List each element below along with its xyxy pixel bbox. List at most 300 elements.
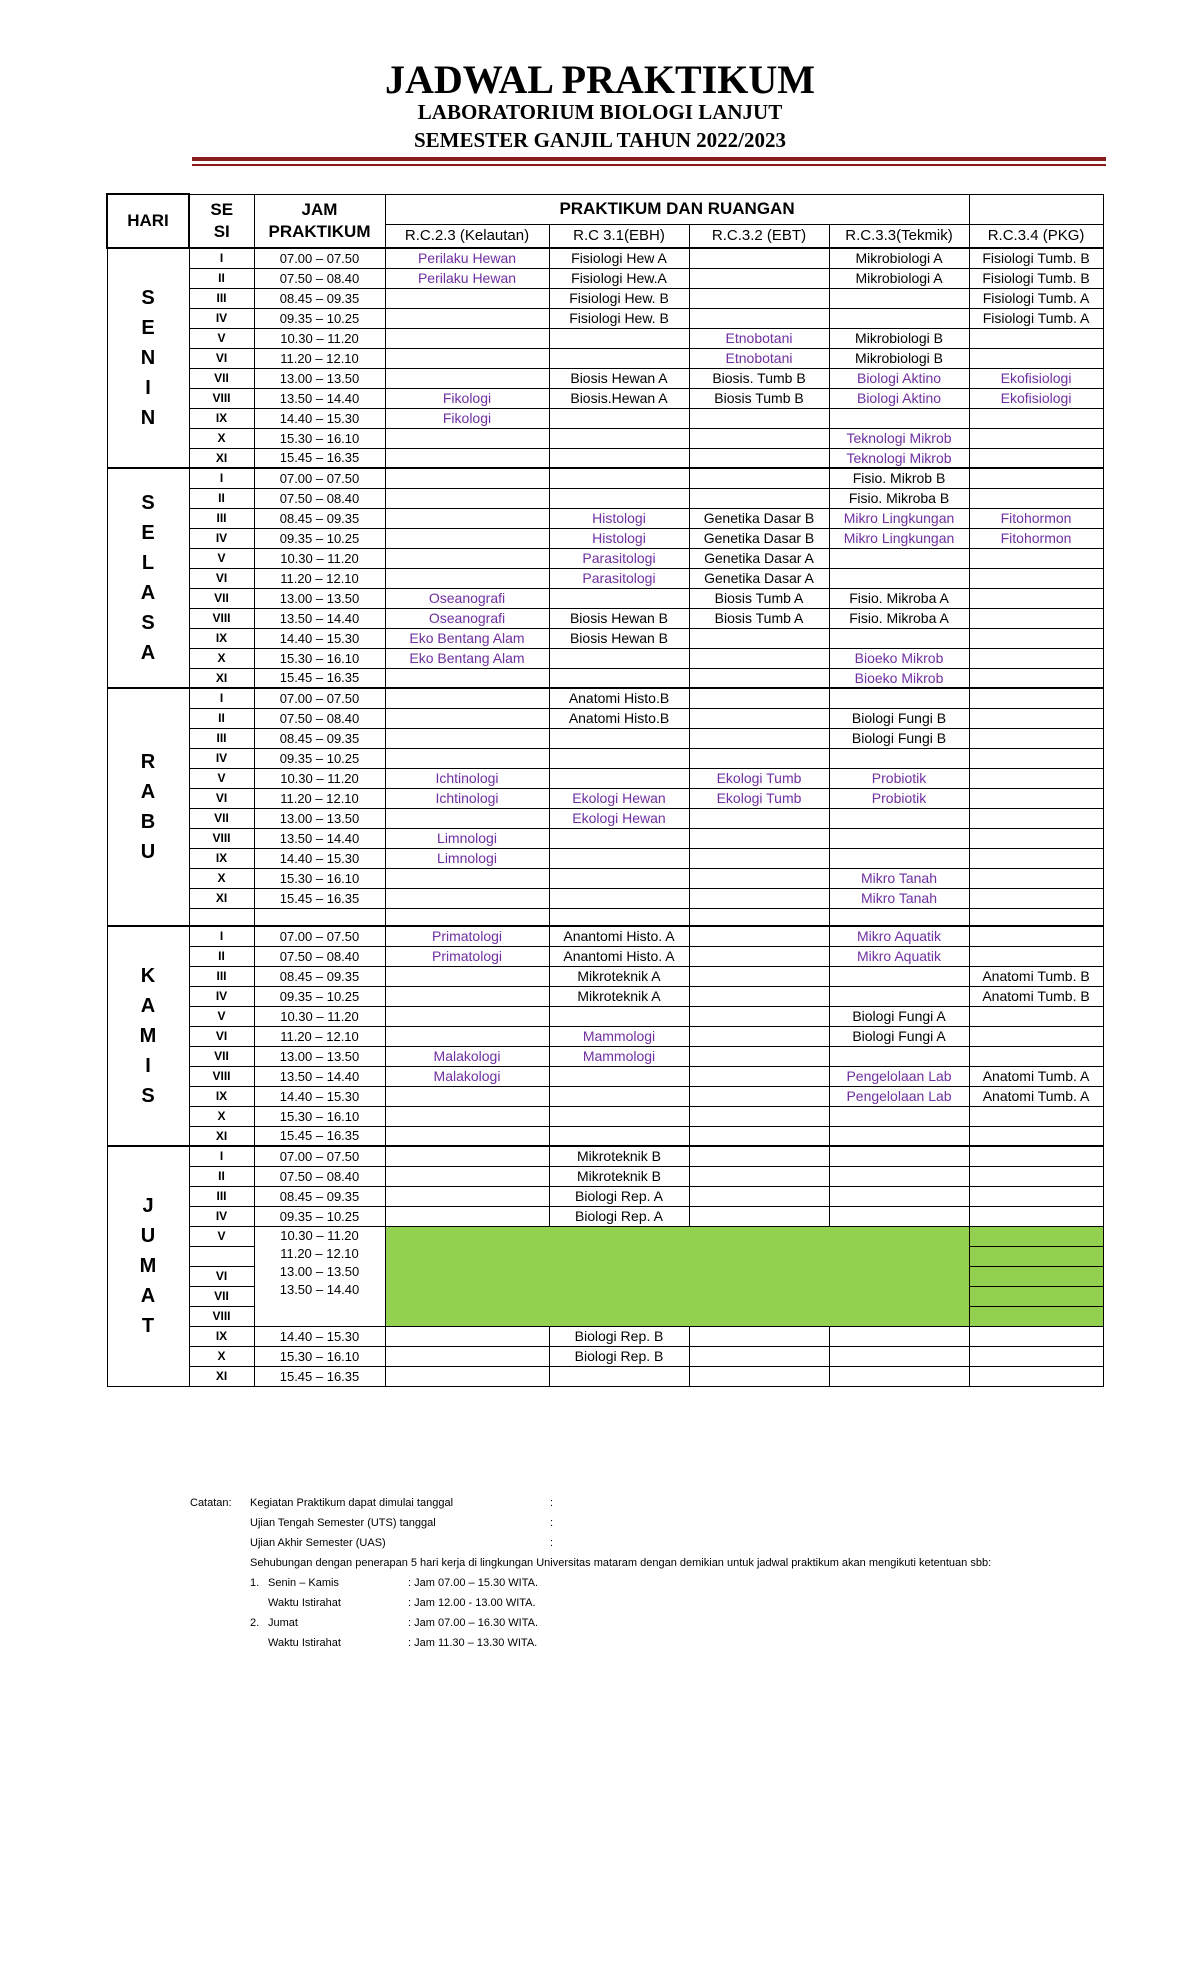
schedule-cell bbox=[689, 428, 829, 448]
schedule-cell bbox=[689, 1206, 829, 1226]
schedule-cell bbox=[549, 748, 689, 768]
schedule-cell bbox=[385, 488, 549, 508]
jam-cell: 11.20 – 12.10 bbox=[254, 788, 385, 808]
schedule-cell bbox=[969, 588, 1103, 608]
schedule-cell: Mikrobiologi A bbox=[829, 248, 969, 268]
schedule-cell bbox=[829, 628, 969, 648]
sesi-cell: IX bbox=[189, 1086, 254, 1106]
note-rule bbox=[190, 1593, 991, 1613]
schedule-cell bbox=[385, 986, 549, 1006]
schedule-cell bbox=[829, 908, 969, 926]
schedule-cell bbox=[829, 1346, 969, 1366]
schedule-cell: Fisiologi Hew. B bbox=[549, 288, 689, 308]
schedule-cell bbox=[969, 408, 1103, 428]
schedule-cell bbox=[689, 1066, 829, 1086]
schedule-table bbox=[106, 193, 1104, 1387]
sesi-cell: IV bbox=[189, 986, 254, 1006]
sesi-cell: VII bbox=[189, 1046, 254, 1066]
jam-cell: 13.50 – 14.40 bbox=[254, 608, 385, 628]
schedule-cell bbox=[969, 548, 1103, 568]
note-value: : bbox=[550, 1497, 554, 1509]
schedule-cell bbox=[385, 1026, 549, 1046]
schedule-cell: Biologi Fungi B bbox=[829, 708, 969, 728]
table-row bbox=[107, 628, 1103, 648]
schedule-cell bbox=[385, 1086, 549, 1106]
schedule-cell: Mikro Lingkungan bbox=[829, 508, 969, 528]
schedule-cell bbox=[969, 348, 1103, 368]
jam-cell: 13.00 – 13.50 bbox=[254, 368, 385, 388]
sesi-cell: I bbox=[189, 688, 254, 708]
sesi-cell: V bbox=[189, 548, 254, 568]
schedule-cell: Biosis Tumb A bbox=[689, 608, 829, 628]
schedule-cell bbox=[385, 1206, 549, 1226]
jam-cell: 09.35 – 10.25 bbox=[254, 986, 385, 1006]
day-letter: A bbox=[140, 1285, 156, 1308]
schedule-cell: Biosis. Tumb B bbox=[689, 368, 829, 388]
jam-cell: 07.00 – 07.50 bbox=[254, 1146, 385, 1166]
note-rule bbox=[190, 1633, 991, 1653]
schedule-cell: Mikro Tanah bbox=[829, 868, 969, 888]
jam-cell: 14.40 – 15.30 bbox=[254, 628, 385, 648]
schedule-cell: Biologi Rep. A bbox=[549, 1206, 689, 1226]
table-row bbox=[107, 828, 1103, 848]
schedule-cell: Etnobotani bbox=[689, 348, 829, 368]
note-label: Kegiatan Praktikum dapat dimulai tanggal bbox=[250, 1497, 454, 1509]
schedule-cell: Ekologi Tumb bbox=[689, 768, 829, 788]
sesi-cell: II bbox=[189, 708, 254, 728]
schedule-cell: Biosis Hewan B bbox=[549, 628, 689, 648]
page-subtitle-semester: SEMESTER GANJIL TAHUN 2022/2023 bbox=[413, 128, 787, 152]
jam-line: 13.50 – 14.40 bbox=[279, 1281, 360, 1297]
table-row bbox=[107, 508, 1103, 528]
schedule-cell bbox=[549, 1066, 689, 1086]
header-hari: HARI bbox=[107, 194, 189, 248]
table-row bbox=[107, 1086, 1103, 1106]
schedule-cell bbox=[689, 986, 829, 1006]
schedule-cell bbox=[549, 868, 689, 888]
table-row bbox=[107, 408, 1103, 428]
table-row bbox=[107, 488, 1103, 508]
schedule-cell: Malakologi bbox=[385, 1066, 549, 1086]
jam-cell: 13.00 – 13.50 bbox=[254, 808, 385, 828]
table-row bbox=[107, 808, 1103, 828]
schedule-cell bbox=[689, 1346, 829, 1366]
schedule-cell bbox=[549, 348, 689, 368]
schedule-cell bbox=[689, 628, 829, 648]
note-rule-num bbox=[250, 1593, 268, 1613]
schedule-body bbox=[107, 248, 1103, 1386]
schedule-cell: Anatomi Histo.B bbox=[549, 688, 689, 708]
note-sentence: Sehubungan dengan penerapan 5 hari kerja di lingkungan Universitas mataram dengan demikian untuk jadwal praktikum akan mengikuti ketentuan sbb: bbox=[250, 1557, 992, 1569]
sesi-cell: IV bbox=[189, 1206, 254, 1226]
schedule-cell bbox=[689, 1086, 829, 1106]
schedule-cell: Oseanografi bbox=[385, 608, 549, 628]
sesi-cell: IX bbox=[189, 848, 254, 868]
schedule-cell: Bioeko Mikrob bbox=[829, 668, 969, 688]
schedule-cell: Biologi Aktino bbox=[829, 368, 969, 388]
sesi-cell: X bbox=[189, 1346, 254, 1366]
sesi-cell: IV bbox=[189, 308, 254, 328]
day-letter: M bbox=[139, 1025, 157, 1047]
table-row bbox=[107, 1066, 1103, 1086]
schedule-cell bbox=[385, 1186, 549, 1206]
schedule-cell: Biologi Fungi A bbox=[829, 1006, 969, 1026]
schedule-cell bbox=[829, 1166, 969, 1186]
schedule-cell: Eko Bentang Alam bbox=[385, 648, 549, 668]
schedule-cell: Ichtinologi bbox=[385, 768, 549, 788]
table-row bbox=[107, 946, 1103, 966]
table-row bbox=[107, 1226, 1103, 1246]
notes-section bbox=[190, 1493, 991, 1653]
schedule-cell: Limnologi bbox=[385, 848, 549, 868]
note-value: : bbox=[550, 1537, 554, 1549]
schedule-cell bbox=[829, 308, 969, 328]
sesi-cell: X bbox=[189, 868, 254, 888]
note-rule-num: 1. bbox=[250, 1577, 260, 1589]
schedule-cell bbox=[829, 1126, 969, 1146]
sesi-cell: VIII bbox=[189, 608, 254, 628]
schedule-cell: Mikrobiologi B bbox=[829, 348, 969, 368]
header-sesi bbox=[189, 194, 254, 248]
schedule-cell bbox=[829, 1206, 969, 1226]
schedule-cell bbox=[969, 946, 1103, 966]
schedule-cell bbox=[969, 708, 1103, 728]
header-praktikum: PRAKTIKUM DAN RUANGAN bbox=[385, 194, 969, 224]
schedule-cell bbox=[969, 888, 1103, 908]
note-rule-value: : Jam 12.00 - 13.00 WITA. bbox=[408, 1597, 536, 1609]
table-row bbox=[107, 848, 1103, 868]
day-letter: A bbox=[140, 582, 156, 604]
schedule-cell bbox=[829, 848, 969, 868]
schedule-cell: Mikroteknik A bbox=[549, 966, 689, 986]
sesi-cell: XI bbox=[189, 1126, 254, 1146]
table-row bbox=[107, 448, 1103, 468]
jam-cell: 14.40 – 15.30 bbox=[254, 408, 385, 428]
sesi-cell: VIII bbox=[189, 1066, 254, 1086]
schedule-cell bbox=[689, 308, 829, 328]
jam-cell: 07.50 – 08.40 bbox=[254, 708, 385, 728]
table-row bbox=[107, 926, 1103, 946]
schedule-cell bbox=[969, 1006, 1103, 1026]
schedule-cell: Mikrobiologi A bbox=[829, 268, 969, 288]
header-room-rc34: R.C.3.4 (PKG) bbox=[969, 224, 1103, 248]
schedule-cell bbox=[829, 966, 969, 986]
schedule-cell bbox=[969, 1186, 1103, 1206]
schedule-cell bbox=[689, 908, 829, 926]
sesi-cell: VII bbox=[189, 368, 254, 388]
schedule-cell: Teknologi Mikrob bbox=[829, 428, 969, 448]
jam-cell: 11.20 – 12.10 bbox=[254, 348, 385, 368]
sesi-cell: III bbox=[189, 1186, 254, 1206]
sesi-cell: XI bbox=[189, 448, 254, 468]
jam-cell: 13.00 – 13.50 bbox=[254, 588, 385, 608]
blank-row bbox=[107, 908, 1103, 926]
schedule-cell bbox=[969, 808, 1103, 828]
sesi-cell: X bbox=[189, 428, 254, 448]
jam-cell: 14.40 – 15.30 bbox=[254, 848, 385, 868]
schedule-cell bbox=[689, 248, 829, 268]
schedule-cell bbox=[829, 828, 969, 848]
schedule-cell bbox=[385, 708, 549, 728]
day-letter: N bbox=[140, 407, 156, 429]
schedule-cell bbox=[829, 1186, 969, 1206]
schedule-cell bbox=[969, 1366, 1103, 1386]
jam-cell: 14.40 – 15.30 bbox=[254, 1086, 385, 1106]
page-subtitle-lab: LABORATORIUM BIOLOGI LANJUT bbox=[417, 100, 783, 124]
schedule-cell: Histologi bbox=[549, 508, 689, 528]
sesi-cell: VII bbox=[189, 588, 254, 608]
schedule-cell bbox=[829, 688, 969, 708]
schedule-cell bbox=[969, 868, 1103, 888]
day-letter: A bbox=[140, 642, 156, 664]
jam-cell: 10.30 – 11.20 bbox=[254, 1006, 385, 1026]
schedule-cell bbox=[549, 468, 689, 488]
sesi-cell: III bbox=[189, 728, 254, 748]
jam-cell: 10.30 – 11.20 bbox=[254, 328, 385, 348]
table-row bbox=[107, 868, 1103, 888]
schedule-cell bbox=[549, 448, 689, 468]
day-label bbox=[107, 468, 189, 688]
day-label bbox=[107, 926, 189, 1146]
schedule-cell: Anatomi Tumb. A bbox=[969, 1086, 1103, 1106]
table-row bbox=[107, 308, 1103, 328]
schedule-cell: Ekofisiologi bbox=[969, 388, 1103, 408]
schedule-header bbox=[107, 194, 1103, 248]
schedule-cell: Fikologi bbox=[385, 408, 549, 428]
jam-cell: 08.45 – 09.35 bbox=[254, 1186, 385, 1206]
jam-cell: 13.50 – 14.40 bbox=[254, 828, 385, 848]
schedule-cell: Ekologi Hewan bbox=[549, 788, 689, 808]
schedule-cell bbox=[385, 888, 549, 908]
schedule-cell bbox=[385, 368, 549, 388]
note-rule-label: Jumat bbox=[268, 1617, 298, 1629]
table-row bbox=[107, 1206, 1103, 1226]
schedule-cell: Anatomi Tumb. A bbox=[969, 1066, 1103, 1086]
jam-cell: 07.00 – 07.50 bbox=[254, 468, 385, 488]
schedule-cell bbox=[689, 728, 829, 748]
table-row bbox=[107, 708, 1103, 728]
table-row bbox=[107, 268, 1103, 288]
sesi-cell: I bbox=[189, 248, 254, 268]
schedule-cell bbox=[689, 408, 829, 428]
jam-cell: 09.35 – 10.25 bbox=[254, 1206, 385, 1226]
jam-cell: 07.50 – 08.40 bbox=[254, 268, 385, 288]
table-row bbox=[107, 1166, 1103, 1186]
schedule-cell bbox=[969, 468, 1103, 488]
schedule-cell: Biologi Rep. A bbox=[549, 1186, 689, 1206]
note-catatan-label: Catatan: bbox=[190, 1497, 232, 1509]
note-indent bbox=[190, 1533, 250, 1553]
schedule-cell bbox=[969, 668, 1103, 688]
jam-cell: 15.45 – 16.35 bbox=[254, 668, 385, 688]
jam-cell: 13.00 – 13.50 bbox=[254, 1046, 385, 1066]
schedule-cell: Biologi Aktino bbox=[829, 388, 969, 408]
schedule-cell bbox=[689, 1326, 829, 1346]
table-row bbox=[107, 288, 1103, 308]
day-letter: T bbox=[141, 1315, 155, 1338]
table-row bbox=[107, 248, 1103, 268]
schedule-cell: Biosis Hewan B bbox=[549, 608, 689, 628]
note-rule bbox=[190, 1613, 991, 1633]
header-praktikum-extra bbox=[969, 194, 1103, 224]
jam-cell: 07.50 – 08.40 bbox=[254, 946, 385, 966]
schedule-cell bbox=[689, 468, 829, 488]
jam-line: 13.00 – 13.50 bbox=[279, 1263, 360, 1279]
schedule-cell bbox=[549, 1106, 689, 1126]
jam-line: 11.20 – 12.10 bbox=[280, 1245, 359, 1261]
schedule-cell bbox=[689, 1106, 829, 1126]
schedule-cell: Perilaku Hewan bbox=[385, 268, 549, 288]
schedule-cell bbox=[829, 568, 969, 588]
schedule-cell bbox=[969, 1246, 1103, 1266]
schedule-cell bbox=[969, 1206, 1103, 1226]
jam-cell bbox=[254, 908, 385, 926]
schedule-cell: Fisiologi Tumb. A bbox=[969, 308, 1103, 328]
sesi-cell: III bbox=[189, 288, 254, 308]
day-letter: E bbox=[141, 317, 155, 339]
schedule-cell bbox=[385, 966, 549, 986]
sesi-cell: IX bbox=[189, 408, 254, 428]
table-row bbox=[107, 748, 1103, 768]
table-row bbox=[107, 1026, 1103, 1046]
schedule-cell: Mikroteknik B bbox=[549, 1146, 689, 1166]
schedule-cell bbox=[969, 848, 1103, 868]
schedule-cell bbox=[689, 808, 829, 828]
schedule-cell bbox=[969, 628, 1103, 648]
schedule-cell bbox=[385, 548, 549, 568]
schedule-cell bbox=[385, 1166, 549, 1186]
schedule-cell: Malakologi bbox=[385, 1046, 549, 1066]
jam-cell: 09.35 – 10.25 bbox=[254, 528, 385, 548]
table-row bbox=[107, 468, 1103, 488]
schedule-cell bbox=[385, 428, 549, 448]
day-letter: J bbox=[142, 1195, 154, 1218]
schedule-cell bbox=[549, 768, 689, 788]
schedule-cell bbox=[689, 1006, 829, 1026]
schedule-cell bbox=[829, 288, 969, 308]
table-row bbox=[107, 388, 1103, 408]
schedule-cell bbox=[969, 1346, 1103, 1366]
schedule-cell bbox=[549, 588, 689, 608]
schedule-cell bbox=[969, 448, 1103, 468]
sesi-cell: II bbox=[189, 1166, 254, 1186]
jam-cell: 07.50 – 08.40 bbox=[254, 488, 385, 508]
day-letter: A bbox=[140, 995, 156, 1017]
schedule-cell: Fisiologi Tumb. B bbox=[969, 268, 1103, 288]
schedule-cell bbox=[385, 348, 549, 368]
schedule-cell bbox=[689, 926, 829, 946]
schedule-cell bbox=[385, 508, 549, 528]
jam-cell: 15.30 – 16.10 bbox=[254, 868, 385, 888]
note-line bbox=[190, 1533, 991, 1553]
schedule-cell bbox=[549, 648, 689, 668]
schedule-cell: Genetika Dasar A bbox=[689, 548, 829, 568]
schedule-cell: Fisio. Mikroba B bbox=[829, 488, 969, 508]
header-jam-line1: JAM bbox=[301, 199, 338, 219]
schedule-cell: Biologi Fungi A bbox=[829, 1026, 969, 1046]
sesi-cell: XI bbox=[189, 888, 254, 908]
header-jam bbox=[254, 194, 385, 248]
sesi-cell: II bbox=[189, 268, 254, 288]
schedule-cell bbox=[829, 548, 969, 568]
schedule-cell bbox=[689, 888, 829, 908]
schedule-cell bbox=[689, 1366, 829, 1386]
schedule-cell: Biosis Tumb A bbox=[689, 588, 829, 608]
schedule-cell bbox=[689, 488, 829, 508]
schedule-cell bbox=[385, 1366, 549, 1386]
schedule-cell: Anatomi Tumb. B bbox=[969, 986, 1103, 1006]
schedule-cell: Oseanografi bbox=[385, 588, 549, 608]
day-letter: L bbox=[141, 552, 155, 574]
jam-cell: 13.50 – 14.40 bbox=[254, 1066, 385, 1086]
schedule-cell: Parasitologi bbox=[549, 568, 689, 588]
table-row bbox=[107, 1186, 1103, 1206]
day-letter: N bbox=[140, 347, 156, 369]
table-row bbox=[107, 768, 1103, 788]
schedule-cell bbox=[385, 748, 549, 768]
schedule-cell bbox=[689, 966, 829, 986]
schedule-cell: Limnologi bbox=[385, 828, 549, 848]
schedule-cell bbox=[969, 1226, 1103, 1246]
day-letter: B bbox=[140, 811, 156, 833]
table-row bbox=[107, 788, 1103, 808]
header-room-rc33: R.C.3.3(Tekmik) bbox=[829, 224, 969, 248]
table-row bbox=[107, 1366, 1103, 1386]
sesi-cell: VII bbox=[189, 1286, 254, 1306]
schedule-cell: Parasitologi bbox=[549, 548, 689, 568]
schedule-cell bbox=[829, 1106, 969, 1126]
schedule-cell: Teknologi Mikrob bbox=[829, 448, 969, 468]
schedule-cell bbox=[689, 448, 829, 468]
jam-cell: 09.35 – 10.25 bbox=[254, 308, 385, 328]
schedule-cell bbox=[385, 528, 549, 548]
day-letter: S bbox=[141, 492, 155, 514]
schedule-cell bbox=[969, 608, 1103, 628]
jam-cell: 07.00 – 07.50 bbox=[254, 926, 385, 946]
schedule-cell bbox=[829, 1326, 969, 1346]
title-rule-thick bbox=[192, 157, 1106, 161]
sesi-cell: XI bbox=[189, 1366, 254, 1386]
schedule-cell: Fitohormon bbox=[969, 508, 1103, 528]
schedule-cell bbox=[969, 1326, 1103, 1346]
schedule-cell bbox=[969, 728, 1103, 748]
table-row bbox=[107, 368, 1103, 388]
note-line bbox=[190, 1493, 991, 1513]
jam-cell: 15.45 – 16.35 bbox=[254, 1126, 385, 1146]
schedule-cell: Anatomi Tumb. B bbox=[969, 966, 1103, 986]
schedule-cell bbox=[969, 1126, 1103, 1146]
schedule-cell bbox=[385, 808, 549, 828]
jam-cell: 08.45 – 09.35 bbox=[254, 288, 385, 308]
jam-cell: 08.45 – 09.35 bbox=[254, 508, 385, 528]
day-letter: M bbox=[139, 1255, 157, 1278]
schedule-cell bbox=[829, 1146, 969, 1166]
table-row bbox=[107, 1046, 1103, 1066]
sesi-cell: I bbox=[189, 468, 254, 488]
table-row bbox=[107, 688, 1103, 708]
schedule-cell bbox=[385, 868, 549, 888]
schedule-cell: Biosis Tumb B bbox=[689, 388, 829, 408]
table-row bbox=[107, 328, 1103, 348]
header-room-rc23: R.C.2.3 (Kelautan) bbox=[385, 224, 549, 248]
sesi-cell: III bbox=[189, 966, 254, 986]
schedule-cell bbox=[549, 328, 689, 348]
jam-cell: 15.45 – 16.35 bbox=[254, 448, 385, 468]
jam-cell: 14.40 – 15.30 bbox=[254, 1326, 385, 1346]
schedule-cell bbox=[969, 648, 1103, 668]
day-label bbox=[107, 1146, 189, 1386]
day-letter: R bbox=[140, 751, 156, 773]
